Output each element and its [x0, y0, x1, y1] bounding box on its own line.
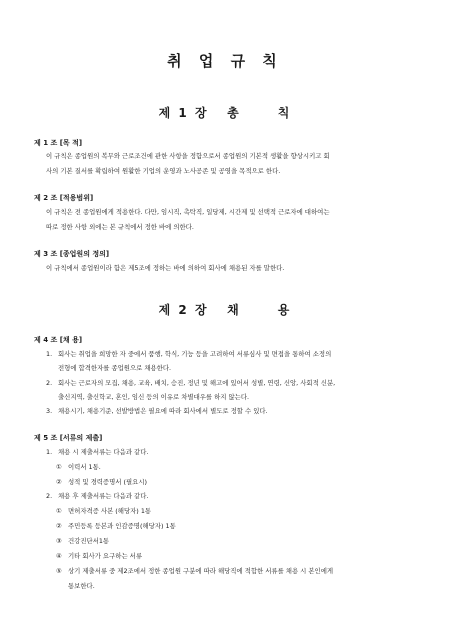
article-5-item-2-sub-2-text: 주민등록 등본과 인감증명(해당자) 1통 [68, 522, 176, 530]
article-5-item-2-num: 2. [46, 492, 53, 500]
article-5-item-1-sub-2-num: ② [56, 478, 62, 486]
article-4-item-1-line-2: 전형에 합격한자를 종업원으로 채용한다. [58, 364, 172, 372]
article-5-heading: 제 5 조 [서류의 제출] [34, 434, 103, 442]
article-4-item-2-num: 2. [46, 379, 53, 387]
article-3-line-1: 이 규칙에서 종업원이라 함은 제5조에 정하는 바에 의하여 회사에 채용된 자를 말한다. [46, 264, 285, 272]
article-5-item-2-sub-5-num: ⑤ [56, 567, 62, 575]
article-2-heading: 제 2 조 [적용범위] [34, 194, 94, 202]
article-2-line-2: 따로 정한 사항 외에는 본 규칙에서 정한 바에 의한다. [46, 223, 194, 231]
article-5-item-1-sub-1-num: ① [56, 463, 62, 471]
article-5-item-1-num: 1. [46, 448, 53, 456]
article-5-item-2-sub-5-cont: 통보한다. [68, 582, 95, 590]
document-title: 취 업 규 칙 [167, 52, 283, 70]
article-5-item-2-sub-4-text: 기타 회사가 요구하는 서류 [68, 552, 143, 560]
article-1-line-1: 이 규칙은 종업원의 복무와 근로조건에 관한 사항을 정함으로서 종업원의 기본적 생활을 향상시키고 회 [46, 152, 330, 160]
article-5-item-2-sub-1-text: 면허자격증 사본 (해당자) 1통 [68, 507, 152, 515]
article-4-item-3-num: 3. [46, 407, 53, 415]
article-5-item-2-sub-3-text: 건강진단서1통 [68, 537, 110, 545]
chapter-2-title: 제 2 장 채 용 [158, 303, 292, 317]
article-5-item-1-sub-2-text: 성적 및 경력증명서 (필요시) [68, 478, 147, 486]
article-1-line-2: 사의 기본 질서를 확립하여 원활한 기업의 운영과 노사공존 및 공영을 목적으로 한다. [46, 167, 281, 175]
article-4-item-2-line-1: 회사는 근로자의 모집, 채용, 교육, 배치, 승진, 정년 및 해고에 있어서 성별, 연령, 신앙, 사회적 신분, [58, 379, 336, 387]
article-3-heading: 제 3 조 [종업원의 정의] [34, 250, 110, 258]
article-2-line-1: 이 규칙은 전 종업원에게 적용한다. 다만, 임시직, 촉탁직, 일당제, 시간제 및 선택적 근로자에 대하여는 [46, 208, 330, 216]
article-4-item-1-line-1: 회사는 취업을 희망한 자 중에서 품행, 학식, 기능 등을 고려하여 서류심사 및 면접을 통하여 소정의 [58, 350, 332, 358]
article-5-item-2-sub-3-num: ③ [56, 537, 62, 545]
article-5-item-2-sub-5-text: 상기 제출서류 중 제2조에서 정한 종업원 구분에 따라 해당직에 적합한 서류를 채용 시 본인에게 [68, 567, 334, 575]
article-5-item-2-text: 채용 후 제출서류는 다음과 같다. [58, 492, 149, 500]
article-5-item-2-sub-1-num: ① [56, 507, 62, 515]
chapter-1-title: 제 1 장 총 칙 [158, 106, 292, 120]
article-1-heading: 제 1 조 [목 적] [34, 139, 83, 147]
article-4-item-3-line-1: 채용시기, 채용기준, 선발방법은 필요에 따라 회사에서 별도로 정할 수 있다. [58, 407, 268, 415]
article-5-item-2-sub-4-num: ④ [56, 552, 62, 560]
article-4-item-2-line-2: 출신지역, 출신학교, 혼인, 임신 등의 이유로 차별대우를 하지 않는다. [58, 393, 250, 401]
article-4-heading: 제 4 조 [채 용] [34, 336, 83, 344]
article-5-item-1-sub-1-text: 이력서 1통. [68, 463, 101, 471]
article-4-item-1-num: 1. [46, 350, 53, 358]
article-5-item-2-sub-2-num: ② [56, 522, 62, 530]
article-5-item-1-text: 채용 시 제출서류는 다음과 같다. [58, 448, 149, 456]
